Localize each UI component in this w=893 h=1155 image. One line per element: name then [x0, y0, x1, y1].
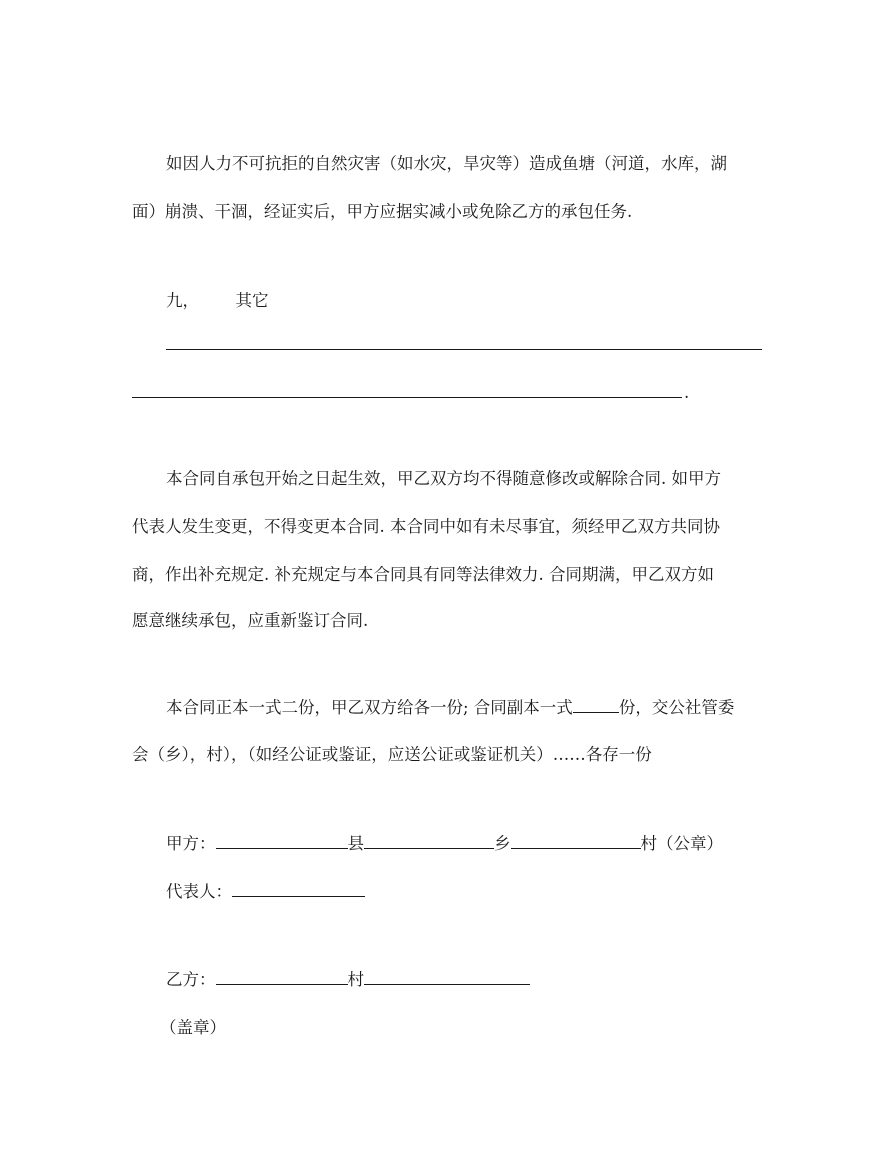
- disaster-paragraph-line-1: 如因人力不可抗拒的自然灾害（如水灾，旱灾等）造成鱼塘（河道，水库，湖: [166, 154, 727, 173]
- party-a-county-label: 县: [347, 834, 364, 853]
- section-number: 九，: [166, 291, 199, 310]
- copies-count-blank: [573, 697, 619, 713]
- copies-text-b: 份，交公社管委: [618, 698, 735, 717]
- party-a-county-blank: [216, 833, 348, 849]
- party-a-village-seal-label: 村（公章）: [640, 834, 723, 853]
- effect-paragraph-line-3: 商，作出补充规定. 补充规定与本合同具有同等法律效力. 合同期满，甲乙双方如: [132, 565, 714, 584]
- party-b-seal-label: （盖章）: [160, 1018, 226, 1037]
- party-b-village-blank: [364, 969, 530, 985]
- party-b-line: [166, 969, 530, 991]
- effect-paragraph-line-1: 本合同自承包开始之日起生效，甲乙双方均不得随意修改或解除合同. 如甲方: [166, 469, 721, 488]
- copies-paragraph-line-2: 会（乡），村），（如经公证或鉴证，应送公证或鉴证机关）……各存一份: [132, 745, 652, 764]
- party-a-village-blank: [511, 833, 641, 849]
- party-a-township-label: 乡: [494, 834, 511, 853]
- disaster-paragraph-line-2: 面）崩溃、干涸，经证实后，甲方应据实减小或免除乙方的承包任务.: [132, 202, 633, 221]
- copies-paragraph-line-1: [166, 697, 734, 719]
- other-blank-line-2: [132, 397, 682, 398]
- effect-paragraph-line-2: 代表人发生变更，不得变更本合同. 本合同中如有未尽事宜，须经甲乙双方共同协: [132, 517, 720, 536]
- party-a-township-blank: [364, 833, 494, 849]
- other-end-mark: .: [684, 383, 690, 402]
- party-a-line: [166, 833, 723, 855]
- section-title: 其它: [235, 291, 269, 310]
- copies-text-a: 本合同正本一式二份，甲乙双方给各一份; 合同副本一式: [166, 698, 573, 717]
- section-nine-heading: [166, 290, 269, 312]
- party-a-representative-line: [166, 881, 365, 903]
- party-a-rep-label: 代表人：: [166, 882, 232, 901]
- party-b-label: 乙方：: [166, 970, 216, 989]
- effect-paragraph-line-4: 愿意继续承包，应重新鉴订合同.: [132, 611, 369, 630]
- party-b-village-label: 村: [347, 970, 364, 989]
- party-b-name-blank: [216, 969, 348, 985]
- party-a-label: 甲方：: [166, 834, 216, 853]
- party-a-rep-blank: [232, 881, 365, 897]
- other-blank-line-1: [166, 349, 762, 350]
